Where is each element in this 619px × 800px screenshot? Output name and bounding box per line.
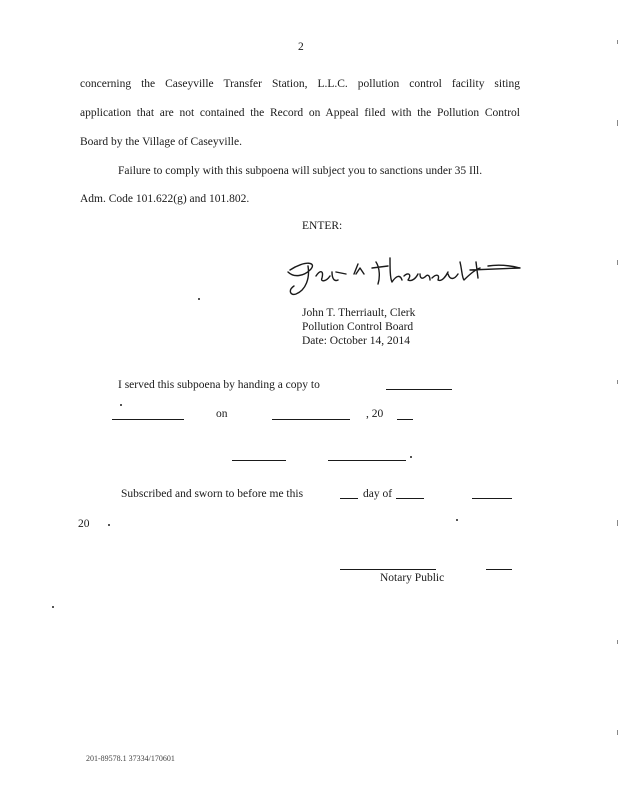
notary-day-of-label: day of <box>363 488 393 500</box>
service-year-prefix: , 20 <box>366 408 384 420</box>
scan-edge-mark <box>617 640 618 644</box>
notary-month-blank <box>396 498 424 499</box>
body-line-2: application that are not contained the Record on Appeal filed with the Pollution Control <box>80 107 520 119</box>
scan-edge-mark <box>617 260 618 265</box>
served-date-blank <box>272 419 350 420</box>
scan-speck <box>198 298 200 300</box>
notary-year-prefix: 20 <box>78 518 90 530</box>
scan-speck <box>410 456 412 458</box>
notary-seal-blank <box>486 569 512 570</box>
page-number: 2 <box>298 41 304 53</box>
server-signature-blank <box>232 460 286 461</box>
body-line-1: concerning the Caseyville Transfer Station, L.L.C. pollution control facility siting <box>80 78 520 90</box>
server-title-blank <box>328 460 406 461</box>
scan-speck <box>108 524 110 526</box>
signature-date: Date: October 14, 2014 <box>302 335 410 347</box>
notary-statement: Subscribed and sworn to before me this <box>121 488 304 500</box>
signature-image <box>280 248 530 308</box>
service-statement: I served this subpoena by handing a copy to <box>118 379 320 391</box>
document-id-footer: 201-89578.1 37334/170601 <box>86 754 175 763</box>
body-line-4: Failure to comply with this subpoena will subject you to sanctions under 35 Ill. <box>118 165 483 177</box>
service-year-blank <box>397 419 413 420</box>
notary-public-label: Notary Public <box>380 572 445 584</box>
notary-extra-blank <box>472 498 512 499</box>
scan-edge-mark <box>617 40 618 44</box>
body-line-3: Board by the Village of Caseyville. <box>80 136 242 148</box>
scan-edge-mark <box>617 520 618 526</box>
on-label: on <box>216 408 228 420</box>
body-line-5: Adm. Code 101.622(g) and 101.802. <box>80 193 250 205</box>
served-person-blank <box>386 389 452 390</box>
scan-speck <box>52 606 54 608</box>
scan-speck <box>456 519 458 521</box>
signatory-organization: Pollution Control Board <box>302 321 414 333</box>
enter-label: ENTER: <box>302 220 343 232</box>
signatory-name: John T. Therriault, Clerk <box>302 307 416 319</box>
scan-edge-mark <box>617 730 618 735</box>
notary-signature-blank <box>340 569 436 570</box>
served-location-blank <box>112 419 184 420</box>
scan-speck <box>120 404 122 406</box>
scan-edge-mark <box>617 380 618 384</box>
notary-day-blank <box>340 498 358 499</box>
scan-edge-mark <box>617 120 618 126</box>
